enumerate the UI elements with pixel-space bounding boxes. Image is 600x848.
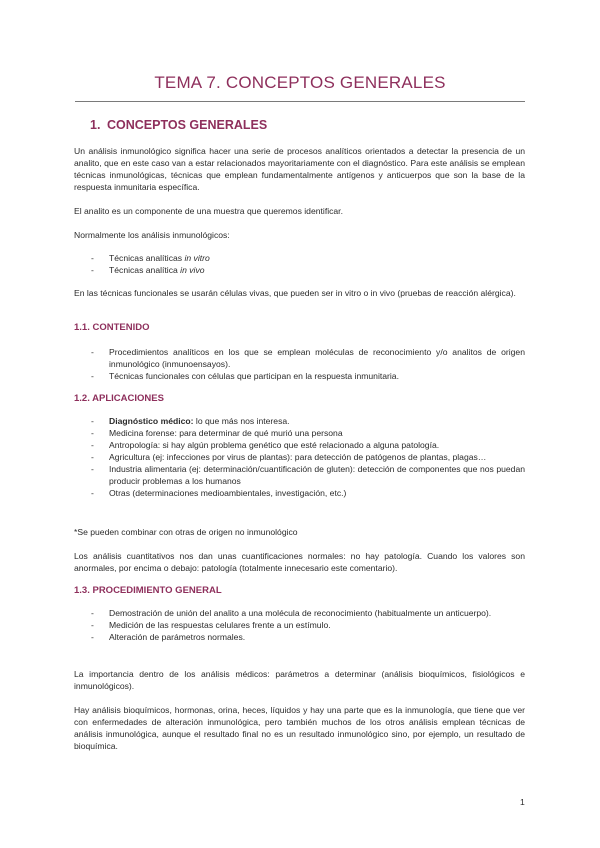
- list-item: - Técnicas analíticas in vitro: [91, 253, 210, 263]
- list-item: - Medición de las respuestas celulares frente a un estímulo.: [91, 620, 331, 630]
- list-item: - Agricultura (ej: infecciones por virus de plantas): para detección de patógenos de plantas, plagas…: [91, 452, 487, 462]
- tecnicas-list: [74, 252, 525, 276]
- list-item: - Antropología: si hay algún problema genético que esté relacionado a alguna patología.: [91, 440, 440, 450]
- list-item: - Diagnóstico médico: lo que más nos interesa.: [91, 416, 290, 426]
- section-number: 1.: [90, 118, 101, 132]
- note-paragraph: *Se pueden combinar con otras de origen no inmunológico: [74, 527, 298, 537]
- page-title: TEMA 7. CONCEPTOS GENERALES: [154, 73, 446, 92]
- intro-paragraph: Un análisis inmunológico significa hacer una serie de procesos analíticos orientados a detectar la presencia de un analito, que en este caso van a estar relacionados mayoritariamente con el diagnóstico. Para este análisis se emplean técnicas inmunológicas, técnicas que emplean fundamentalmente antígenos y anticuerpos que son la base de la respuesta inmunitaria específica.: [74, 146, 525, 192]
- title-divider: [75, 101, 525, 102]
- subsection-heading-aplicaciones: 1.2. APLICACIONES: [74, 393, 164, 404]
- subsection-heading-procedimiento: 1.3. PROCEDIMIENTO GENERAL: [74, 585, 222, 596]
- list-item: - Medicina forense: para determinar de qué murió una persona: [91, 428, 343, 438]
- list-item: - Industria alimentaria (ej: determinación/cuantificación de gluten): detección de componentes que nos puedan producir problemas a los humanos: [91, 464, 525, 486]
- list-item: - Alteración de parámetros normales.: [91, 632, 246, 642]
- list-item: - Técnicas analítica in vivo: [91, 265, 205, 275]
- funcionales-paragraph: En las técnicas funcionales se usarán células vivas, que pueden ser in vitro o in vivo (pruebas de reacción alérgica).: [74, 288, 516, 298]
- contenido-list: [74, 346, 525, 382]
- section-title: CONCEPTOS GENERALES: [107, 118, 268, 132]
- cuantitativos-paragraph: Los análisis cuantitativos nos dan unas cuantificaciones normales: no hay patología. Cuando los valores son anormales, por encima o debajo: patología (totalmente innecesario este comentario).: [74, 551, 525, 573]
- page-number: 1: [520, 797, 525, 807]
- aplicaciones-list: [74, 415, 525, 499]
- list-item: - Demostración de unión del analito a una molécula de reconocimiento (habitualmente un anticuerpo).: [91, 608, 492, 618]
- list-item: - Procedimientos analíticos en los que se emplean moléculas de reconocimiento y/o analitos de origen inmunológico (inmunoensayos).: [91, 347, 525, 369]
- importancia-paragraph: La importancia dentro de los análisis médicos: parámetros a determinar (análisis bioquímicos, fisiológicos e inmunológicos).: [74, 669, 525, 691]
- procedimiento-list: [74, 607, 525, 643]
- list-item: - Otras (determinaciones medioambientales, investigación, etc.): [91, 488, 347, 498]
- subsection-heading-contenido: 1.1. CONTENIDO: [74, 322, 150, 333]
- section-heading-1: [90, 118, 267, 132]
- list-item: - Técnicas funcionales con células que participan en la respuesta inmunitaria.: [91, 371, 399, 381]
- analisis-intro-paragraph: Normalmente los análisis inmunológicos:: [74, 230, 230, 240]
- analisis-paragraph: Hay análisis bioquímicos, hormonas, orina, heces, líquidos y hay una parte que es la inmunología, que tiene que ver con enfermedades de alteración inmunológica, pero también muchos de los otros análisis emplean técnicas de análisis inmunológica, aunque el resultado final no es un resultado inmunológico sino, por ejemplo, un resultado de bioquímica.: [74, 705, 525, 751]
- analito-paragraph: El analito es un componente de una muestra que queremos identificar.: [74, 206, 343, 216]
